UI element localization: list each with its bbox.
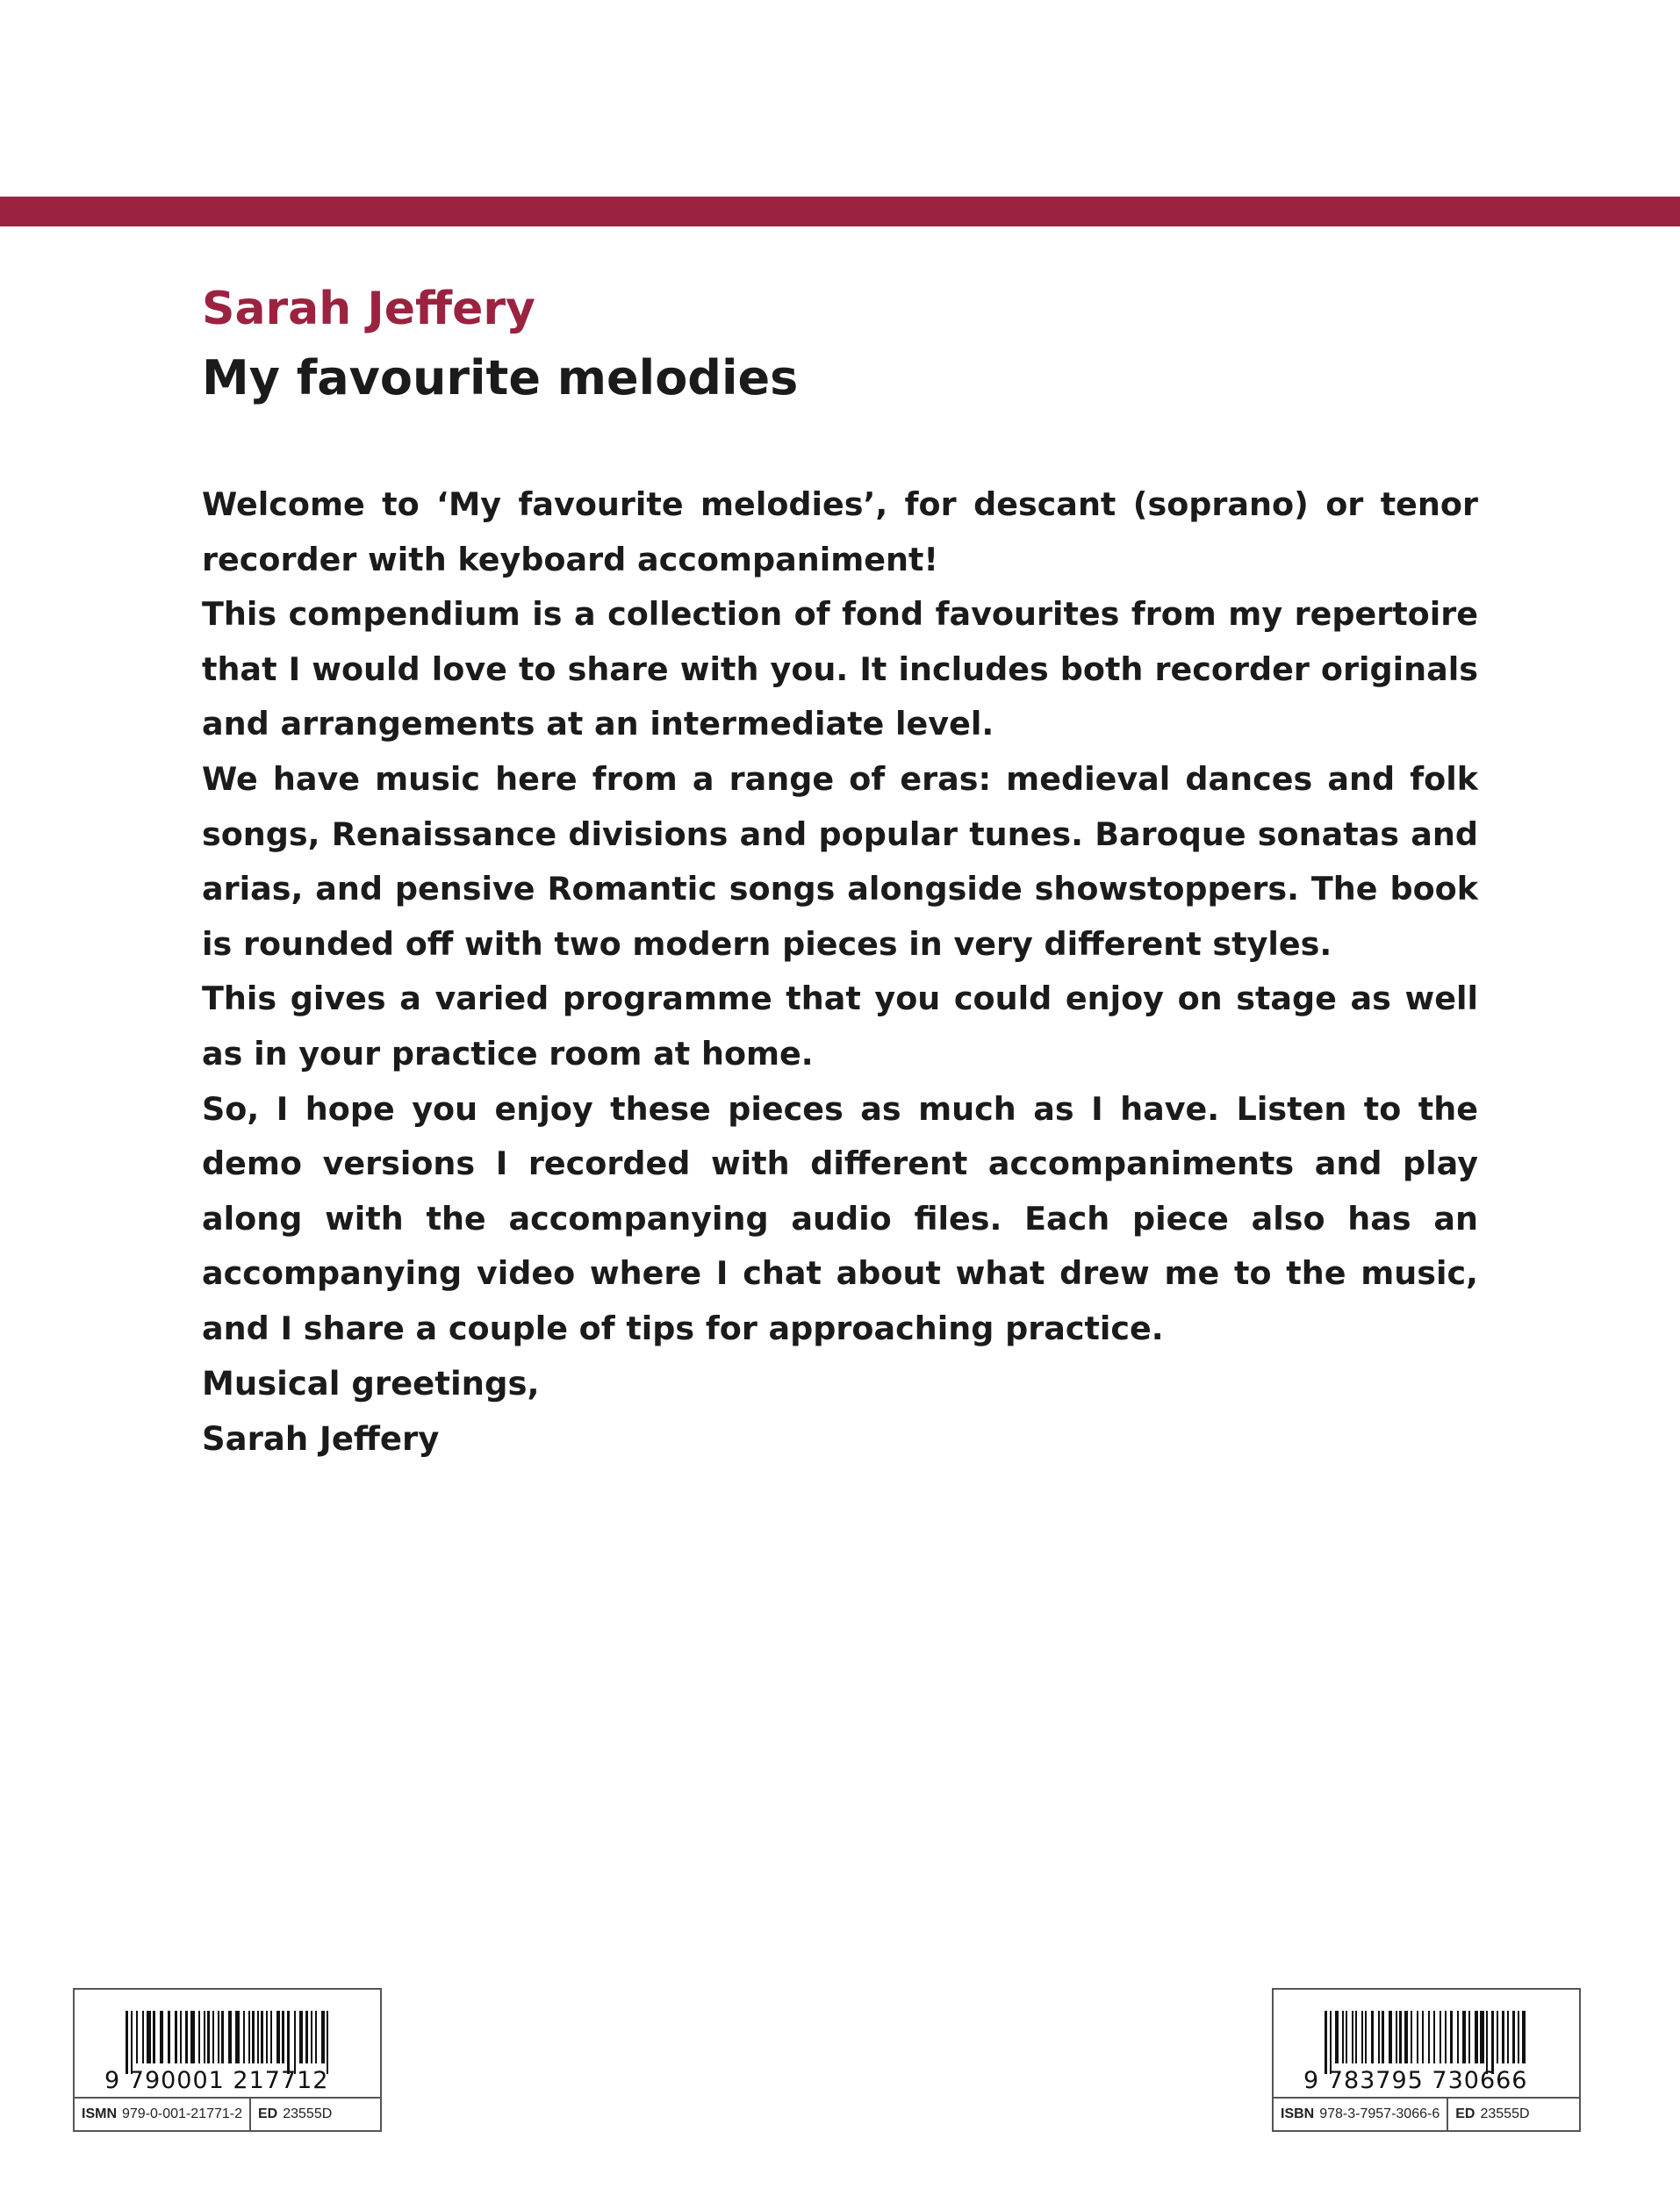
barcode-bar bbox=[212, 2011, 214, 2063]
barcode-bar bbox=[153, 2011, 155, 2063]
barcode-bar bbox=[1382, 2011, 1384, 2063]
paragraph-programme: This gives a varied programme that you could enjoy on stage as well as in your practice room at home. bbox=[202, 980, 1478, 1073]
isbn-cell bbox=[1274, 2099, 1447, 2130]
barcode-bar bbox=[1518, 2011, 1519, 2063]
barcode-bar bbox=[299, 2011, 303, 2063]
ismn-barcode-digits: 9 790001 217712 bbox=[104, 2067, 329, 2094]
barcode-bar bbox=[218, 2011, 219, 2063]
barcode-bar bbox=[142, 2011, 144, 2063]
barcode-bar bbox=[1502, 2011, 1504, 2063]
ed-value-left: 23555D bbox=[283, 2106, 333, 2121]
intro-text bbox=[202, 477, 1478, 1357]
barcode-bar bbox=[1330, 2011, 1332, 2074]
barcode-bar bbox=[1439, 2011, 1441, 2063]
closing-block bbox=[202, 1357, 540, 1467]
isbn-barcode-box bbox=[1272, 1988, 1581, 2132]
ed-cell-left bbox=[249, 2099, 339, 2130]
barcode-bar bbox=[175, 2011, 177, 2063]
barcode-bar bbox=[1433, 2011, 1435, 2063]
barcode-bar bbox=[198, 2011, 200, 2063]
barcode-bar bbox=[160, 2011, 163, 2063]
book-title: My favourite melodies bbox=[202, 350, 799, 405]
ismn-cell bbox=[75, 2099, 249, 2130]
barcode-bar bbox=[1462, 2011, 1466, 2063]
barcode-bar bbox=[248, 2011, 250, 2063]
ismn-barcode-box bbox=[73, 1988, 382, 2132]
barcode-bar bbox=[266, 2011, 268, 2063]
barcode-bar bbox=[1486, 2011, 1488, 2074]
barcode-bar bbox=[1475, 2011, 1478, 2063]
paragraph-welcome: Welcome to ‘My favourite melodies’, for descant (soprano) or tenor recorder with keyboard accompaniment! bbox=[202, 485, 1478, 578]
barcode-bar bbox=[294, 2011, 296, 2074]
barcode-bar bbox=[1371, 2011, 1374, 2063]
ed-label-left: ED bbox=[258, 2106, 278, 2121]
barcode-bar bbox=[131, 2011, 133, 2074]
barcode-bar bbox=[1399, 2011, 1402, 2063]
barcode-bar bbox=[207, 2011, 210, 2063]
barcode-bar bbox=[180, 2011, 182, 2063]
ismn-footer bbox=[75, 2097, 380, 2130]
barcode-bar bbox=[1352, 2011, 1353, 2063]
barcode-bar bbox=[228, 2011, 232, 2063]
barcode-bar bbox=[1422, 2011, 1424, 2063]
barcode-bar bbox=[185, 2011, 188, 2063]
barcode-bar bbox=[1512, 2011, 1515, 2063]
barcode-bar bbox=[327, 2011, 328, 2074]
isbn-barcode-icon bbox=[1309, 2011, 1546, 2074]
barcode-bar bbox=[321, 2011, 325, 2063]
barcode-bar bbox=[1445, 2011, 1447, 2063]
barcode-bar bbox=[276, 2011, 280, 2063]
isbn-value: 978-3-7957-3066-6 bbox=[1319, 2106, 1440, 2121]
ismn-label: ISMN bbox=[82, 2106, 117, 2121]
barcode-bar bbox=[1428, 2011, 1430, 2063]
barcode-bar bbox=[1497, 2011, 1498, 2063]
barcode-bar bbox=[1365, 2011, 1367, 2063]
ed-value-right: 23555D bbox=[1480, 2106, 1530, 2121]
barcode-bar bbox=[1480, 2011, 1484, 2063]
barcode-bar bbox=[235, 2011, 240, 2063]
barcode-bar bbox=[136, 2011, 138, 2063]
ed-label-right: ED bbox=[1455, 2106, 1475, 2121]
barcode-bar bbox=[1378, 2011, 1380, 2063]
barcode-bar bbox=[270, 2011, 272, 2063]
barcode-bar bbox=[261, 2011, 263, 2063]
paragraph-compendium: This compendium is a collection of fond favourites from my repertoire that I would love to share with you. It includes both recorder originals and arrangements at an intermediate level. bbox=[202, 595, 1478, 743]
barcode-bar bbox=[1346, 2011, 1347, 2063]
barcode-bar bbox=[1491, 2011, 1494, 2074]
barcode-bar bbox=[1450, 2011, 1453, 2063]
barcode-bar bbox=[1404, 2011, 1408, 2063]
barcode-bar bbox=[252, 2011, 255, 2063]
isbn-footer bbox=[1274, 2097, 1579, 2130]
top-color-band bbox=[0, 197, 1680, 226]
barcode-bar bbox=[1335, 2011, 1339, 2063]
barcode-bar bbox=[126, 2011, 128, 2074]
barcode-bar bbox=[311, 2011, 312, 2063]
closing-greeting: Musical greetings, bbox=[202, 1365, 540, 1403]
isbn-barcode-digits: 9 783795 730666 bbox=[1303, 2067, 1528, 2094]
barcode-bar bbox=[1507, 2011, 1509, 2063]
closing-signature: Sarah Jeffery bbox=[202, 1419, 440, 1458]
barcode-bar bbox=[243, 2011, 245, 2063]
barcode-bar bbox=[1355, 2011, 1357, 2063]
barcode-bar bbox=[168, 2011, 170, 2063]
isbn-label: ISBN bbox=[1281, 2106, 1315, 2121]
paragraph-enjoy: So, I hope you enjoy these pieces as much as I have. Listen to the demo versions I recorded with different accompaniments and play along with the accompanying audio files. Each piece also has an accompanying video where I chat about what drew me to the music, and I share a couple of tips for approaching practice. bbox=[202, 1089, 1478, 1347]
ismn-value: 979-0-001-21771-2 bbox=[122, 2106, 242, 2121]
barcode-bar bbox=[305, 2011, 308, 2063]
barcode-bar bbox=[1389, 2011, 1392, 2063]
barcode-bar bbox=[1361, 2011, 1363, 2063]
barcode-bar bbox=[1522, 2011, 1526, 2063]
barcode-bar bbox=[147, 2011, 151, 2063]
barcode-bar bbox=[204, 2011, 205, 2063]
barcode-bar bbox=[1411, 2011, 1412, 2063]
barcode-bar bbox=[1342, 2011, 1344, 2063]
barcode-bar bbox=[1468, 2011, 1470, 2063]
barcode-bar bbox=[315, 2011, 317, 2063]
ismn-barcode-icon bbox=[110, 2011, 347, 2074]
barcode-bar bbox=[1396, 2011, 1397, 2063]
author-name: Sarah Jeffery bbox=[202, 283, 535, 335]
barcode-bar bbox=[282, 2011, 284, 2063]
paragraph-eras: We have music here from a range of eras: medieval dances and folk songs, Renaissance divisions and popular tunes. Baroque sonatas and arias, and pensive Romantic songs alongside showstoppers. The book is rounded off with two modern pieces in very different styles. bbox=[202, 759, 1478, 963]
barcode-bar bbox=[1417, 2011, 1418, 2063]
barcode-bar bbox=[1457, 2011, 1459, 2063]
barcode-bar bbox=[1325, 2011, 1327, 2074]
barcode-bar bbox=[257, 2011, 259, 2063]
barcode-bar bbox=[190, 2011, 195, 2063]
barcode-bar bbox=[221, 2011, 224, 2063]
barcode-bar bbox=[287, 2011, 290, 2074]
ed-cell-right bbox=[1447, 2099, 1536, 2130]
